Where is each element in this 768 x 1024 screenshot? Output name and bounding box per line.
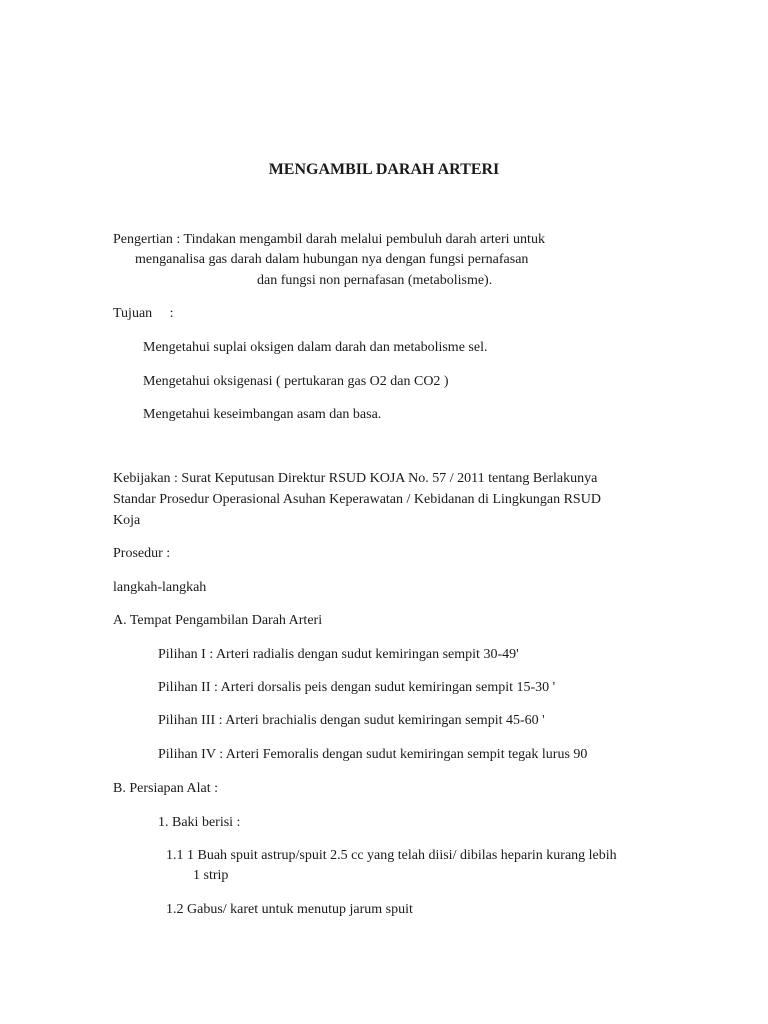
section-b-heading: B. Persiapan Alat : xyxy=(113,781,218,796)
tujuan-item: Mengetahui keseimbangan asam dan basa. xyxy=(143,407,382,422)
pengertian-line-1: Pengertian : Tindakan mengambil darah melalui pembuluh darah arteri untuk xyxy=(113,232,545,247)
baki-label: 1. Baki berisi : xyxy=(158,815,241,830)
langkah-label: langkah-langkah xyxy=(113,580,207,595)
item-1-1-line-1: 1.1 1 Buah spuit astrup/spuit 2.5 cc yang telah diisi/ dibilas heparin kurang lebih xyxy=(166,848,617,863)
item-1-2: 1.2 Gabus/ karet untuk menutup jarum spuit xyxy=(166,902,413,917)
item-1-1-line-2: 1 strip xyxy=(193,868,229,883)
section-a-item: Pilihan IV : Arteri Femoralis dengan sudut kemiringan sempit tegak lurus 90 xyxy=(158,747,588,762)
tujuan-item: Mengetahui oksigenasi ( pertukaran gas O2 dan CO2 ) xyxy=(143,374,449,389)
prosedur-label: Prosedur : xyxy=(113,546,171,561)
section-a-heading: A. Tempat Pengambilan Darah Arteri xyxy=(113,613,323,628)
document-title: MENGAMBIL DARAH ARTERI xyxy=(268,161,500,178)
section-a-item: Pilihan III : Arteri brachialis dengan sudut kemiringan sempit 45-60 ' xyxy=(158,713,545,728)
tujuan-label: Tujuan : xyxy=(113,306,174,321)
pengertian-line-2: menganalisa gas darah dalam hubungan nya dengan fungsi pernafasan xyxy=(135,252,529,267)
kebijakan-line-3: Koja xyxy=(113,513,141,528)
section-a-item: Pilihan I : Arteri radialis dengan sudut kemiringan sempit 30-49' xyxy=(158,647,519,662)
pengertian-line-3: dan fungsi non pernafasan (metabolisme). xyxy=(257,273,493,288)
section-a-item: Pilihan II : Arteri dorsalis peis dengan sudut kemiringan sempit 15-30 ' xyxy=(158,680,556,695)
kebijakan-line-1: Kebijakan : Surat Keputusan Direktur RSUD KOJA No. 57 / 2011 tentang Berlakunya xyxy=(113,471,598,486)
tujuan-item: Mengetahui suplai oksigen dalam darah dan metabolisme sel. xyxy=(143,340,488,355)
kebijakan-line-2: Standar Prosedur Operasional Asuhan Keperawatan / Kebidanan di Lingkungan RSUD xyxy=(113,492,601,507)
